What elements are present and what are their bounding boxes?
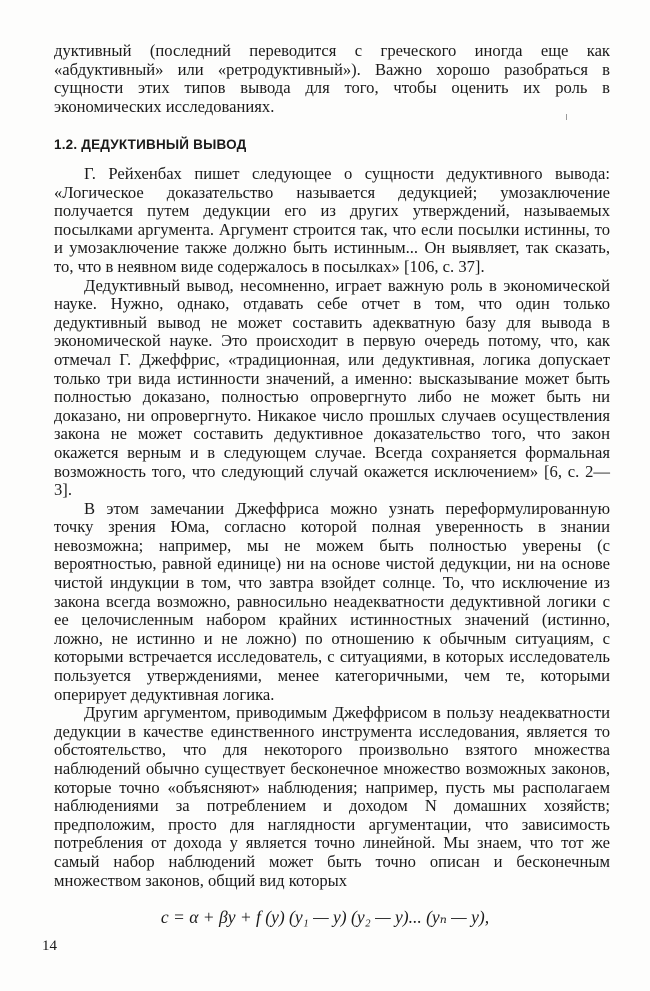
paragraph-jeffreys-argument: Другим аргументом, приводимым Джеффрисом в пользу неадекватности дедукции в качестве единственного инструмента исследования, является то обстоятельство, что для некоторого произвольно взятого множества наблюдений обычно существует бесконечное множество возможных законов, которые точно «объясняют» наблюдения; например, пусть мы располагаем наблюдениями за потреблением и доходом N домашних хозяйств; предположим, просто для наглядности аргументации, что зависимость потребления от дохода y является точно линейной. Мы знаем, что тот же самый набор наблюдений может быть точно описан и бесконечным множеством законов, общий вид которых bbox=[54, 703, 610, 890]
continuation-paragraph: дуктивный (последний переводится с греческого иногда еще как «абдуктивный» или «ретродуктивный»). Важно хорошо разобраться в сущности этих типов вывода для того, чтобы оценить их роль в экономических исследованиях. bbox=[54, 41, 610, 116]
section-heading: 1.2. ДЕДУКТИВНЫЙ ВЫВОД bbox=[54, 137, 247, 152]
paragraph-deductive-role: Дедуктивный вывод, несомненно, играет важную роль в экономической науке. Нужно, однако, отдавать себе отчет в том, что один только дедуктивный вывод не может составить адекватную базу для вывода в экономической науке. Это происходит в первую очередь потому, что, как отмечал Г. Джеффрис, «традиционная, или дедуктивная, логика допускает только три вида истинности значений, а именно: высказывание может быть полностью доказано, полностью опровергнуто либо не может быть ни доказано, ни опровергнуто. Никакое число прошлых случаев осуществления закона не может составить дедуктивное доказательство того, что закон окажется верным и в следующем случае. Всегда сохраняется формальная возможность того, что следующий случай окажется исключением» [6, с. 2—3]. bbox=[54, 275, 610, 500]
consumption-formula: c = α + βy + f (y) (y₁ — y) (y₂ — y)... (yₙ — y), bbox=[160, 907, 490, 927]
section-body bbox=[54, 165, 610, 890]
page-number: 14 bbox=[42, 938, 57, 954]
paragraph-reichenbach: Г. Рейхенбах пишет следующее о сущности дедуктивного вывода: «Логическое доказательство называется дедукцией; умозаключение получается путем дедукции его из других утверждений, называемых посылками аргумента. Аргумент строится так, что если посылки истинны, то и умозаключение также должно быть истинным... Он выявляет, так сказать, то, что в неявном виде содержалось в посылках» [106, с. 37]. bbox=[54, 164, 610, 276]
paragraph-hume: В этом замечании Джеффриса можно узнать переформулированную точку зрения Юма, согласно которой полная уверенность в знании невозможна; например, мы не можем быть полностью уверены (с вероятностью, равной единице) ни на основе чистой дедукции, ни на основе чистой индукции в том, что завтра взойдет солнце. То, что исключение из закона всегда возможно, равносильно неадекватности дедуктивной логики с ее целочисленным набором крайних истинностных значений (истинно, ложно, не истинно и не ложно) по отношению к обычным ситуациям, с которыми встречается исследователь, с ситуациями, в которых исследователь пользуется утверждениями, менее категоричными, чем те, которыми оперирует дедуктивная логика. bbox=[54, 498, 610, 704]
print-speck bbox=[566, 114, 567, 120]
